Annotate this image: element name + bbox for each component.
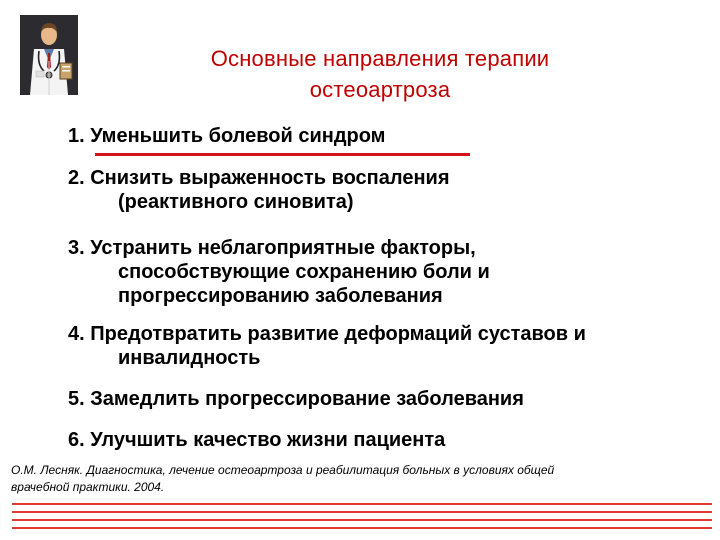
list-item-line: 2. Снизить выраженность воспаления: [68, 167, 450, 189]
list-item: [68, 166, 708, 214]
list-item-line: 5. Замедлить прогрессирование заболевания: [68, 388, 524, 410]
list-item: [68, 428, 708, 452]
list-item: [68, 387, 708, 411]
footer-rule: [12, 519, 712, 521]
list-item-line: 4. Предотвратить развитие деформаций суставов и: [68, 323, 586, 345]
footer-rule: [12, 527, 712, 529]
citation: [11, 462, 711, 496]
list-item-line: инвалидность: [118, 347, 261, 369]
footer-rule: [12, 503, 712, 505]
list-item-line: 1. Уменьшить болевой синдром: [68, 125, 386, 147]
citation-line1: О.М. Лесняк. Диагностика, лечение остеоартроза и реабилитация больных в условиях общей: [11, 463, 555, 477]
slide-title-line2: остеоартроза: [309, 77, 451, 102]
list-item-line: (реактивного синовита): [118, 191, 354, 213]
citation-line2: врачебной практики. 2004.: [11, 480, 165, 494]
slide-title: [110, 43, 650, 105]
list-item-line: 6. Улучшить качество жизни пациента: [68, 429, 446, 451]
slide-title-line1: Основные направления терапии: [210, 46, 550, 71]
doctor-icon: [20, 15, 78, 95]
list-item: [68, 236, 708, 308]
list-item: [68, 322, 708, 370]
list-item: [68, 124, 708, 148]
list-item-line: 3. Устранить неблагоприятные факторы,: [68, 237, 476, 259]
footer-rules: [12, 503, 712, 531]
list-item-line: способствующие сохранению боли и: [118, 261, 490, 283]
list-item-line: прогрессированию заболевания: [118, 285, 443, 307]
item-underline: [95, 153, 470, 156]
footer-rule: [12, 511, 712, 513]
